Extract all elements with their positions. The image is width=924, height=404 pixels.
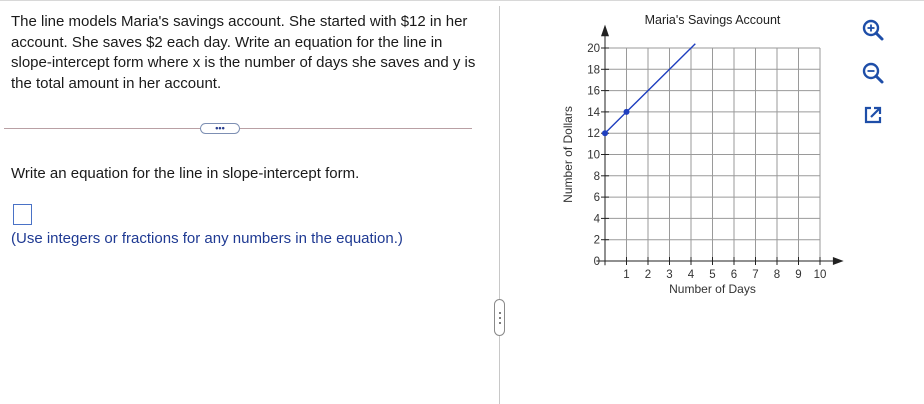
question-instruction: Write an equation for the line in slope-intercept form. [11,165,360,182]
x-tick-label: 9 [795,269,802,281]
chart-svg [548,8,858,308]
y-axis-label: Number of Dollars [561,106,575,203]
x-axis-label: Number of Days [669,282,756,296]
y-tick-label: 6 [593,192,600,205]
splitter-handle[interactable] [494,299,505,336]
y-tick-label: 8 [593,170,600,183]
answer-hint: (Use integers or fractions for any numbers in the equation.) [11,230,403,247]
y-tick-label: 2 [593,234,600,247]
x-tick-label: 3 [666,269,673,281]
open-new-window-icon[interactable] [862,104,886,128]
y-tick-label: 4 [593,213,600,226]
x-tick-label: 5 [709,269,716,281]
x-tick-label: 2 [644,269,652,281]
y-axis-arrow [601,25,609,37]
y-tick-label: 0 [593,256,600,268]
y-tick-label: 16 [587,85,600,98]
y-tick-label: 20 [587,43,600,55]
y-tick-label: 10 [587,149,600,162]
zoom-out-icon[interactable] [861,61,885,85]
x-tick-label: 10 [813,269,827,281]
panel-splitter [499,6,500,404]
x-tick-label: 8 [773,269,781,281]
savings-graph [548,8,858,313]
x-tick-label: 7 [752,269,759,281]
equation-answer-input[interactable] [13,204,32,225]
x-axis-arrow [833,257,844,265]
series-line [605,44,695,133]
y-tick-label: 18 [587,64,600,77]
y-tick-label: 12 [587,128,600,141]
x-tick-label: 4 [687,269,695,281]
data-point [624,109,630,115]
x-tick-label: 1 [623,269,630,281]
data-point [602,130,608,136]
y-tick-label: 14 [587,106,600,119]
zoom-in-icon[interactable] [861,18,885,42]
show-more-button[interactable]: ••• [200,123,240,134]
problem-statement: The line models Maria's savings account. She started with $12 in her account. She saves $2 each day. Write an equation for the line in slope-intercept form where x is the number of days she saves and y is the total amount in her account. [11,13,476,92]
chart-title: Maria's Savings Account [644,13,781,27]
x-tick-label: 6 [730,269,738,281]
